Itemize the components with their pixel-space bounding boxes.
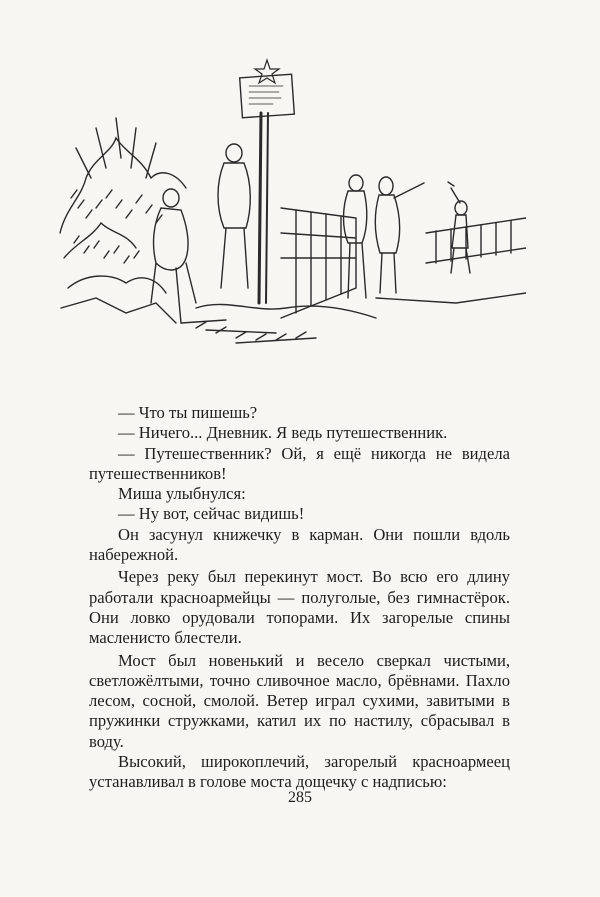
paragraph: — Что ты пишешь? — [118, 403, 258, 422]
illustration — [56, 58, 526, 368]
paragraph: Миша улыбнулся: — [118, 484, 246, 504]
page-number: 285 — [288, 789, 312, 806]
body-text — [89, 403, 510, 793]
paragraph: Мост был новенький и весело сверкал чистыми, светложёлтыми, точно сливочное масло, брёвнами. Пахло лесом, сосной, смолой. Ветер играл сухими, завитыми в пружинки стружками, катил их по настилу, сбрасывал в воду. — [89, 650, 510, 751]
paragraph: Он засунул книжечку в карман. Они пошли вдоль набережной. — [89, 524, 510, 565]
paragraph: — Ну вот, сейчас видишь! — [118, 504, 305, 524]
paragraph: — Ничего... Дневник. Я ведь путешественник. — [118, 423, 448, 443]
bridge-construction-sketch — [56, 58, 526, 368]
paragraph: — Путешественник? Ой, я ещё никогда не видела путешественников! — [89, 443, 510, 483]
paragraph: Через реку был перекинут мост. Во всю его длину работали красноармейцы — полуголые, без гимнастёрок. Они ловко орудовали топорами. Их загорелые спины масленисто блестели. — [89, 567, 510, 648]
paragraph: Высокий, широкоплечий, загорелый красноармеец устанавливал в голове моста дощечку с надписью: — [89, 752, 510, 792]
